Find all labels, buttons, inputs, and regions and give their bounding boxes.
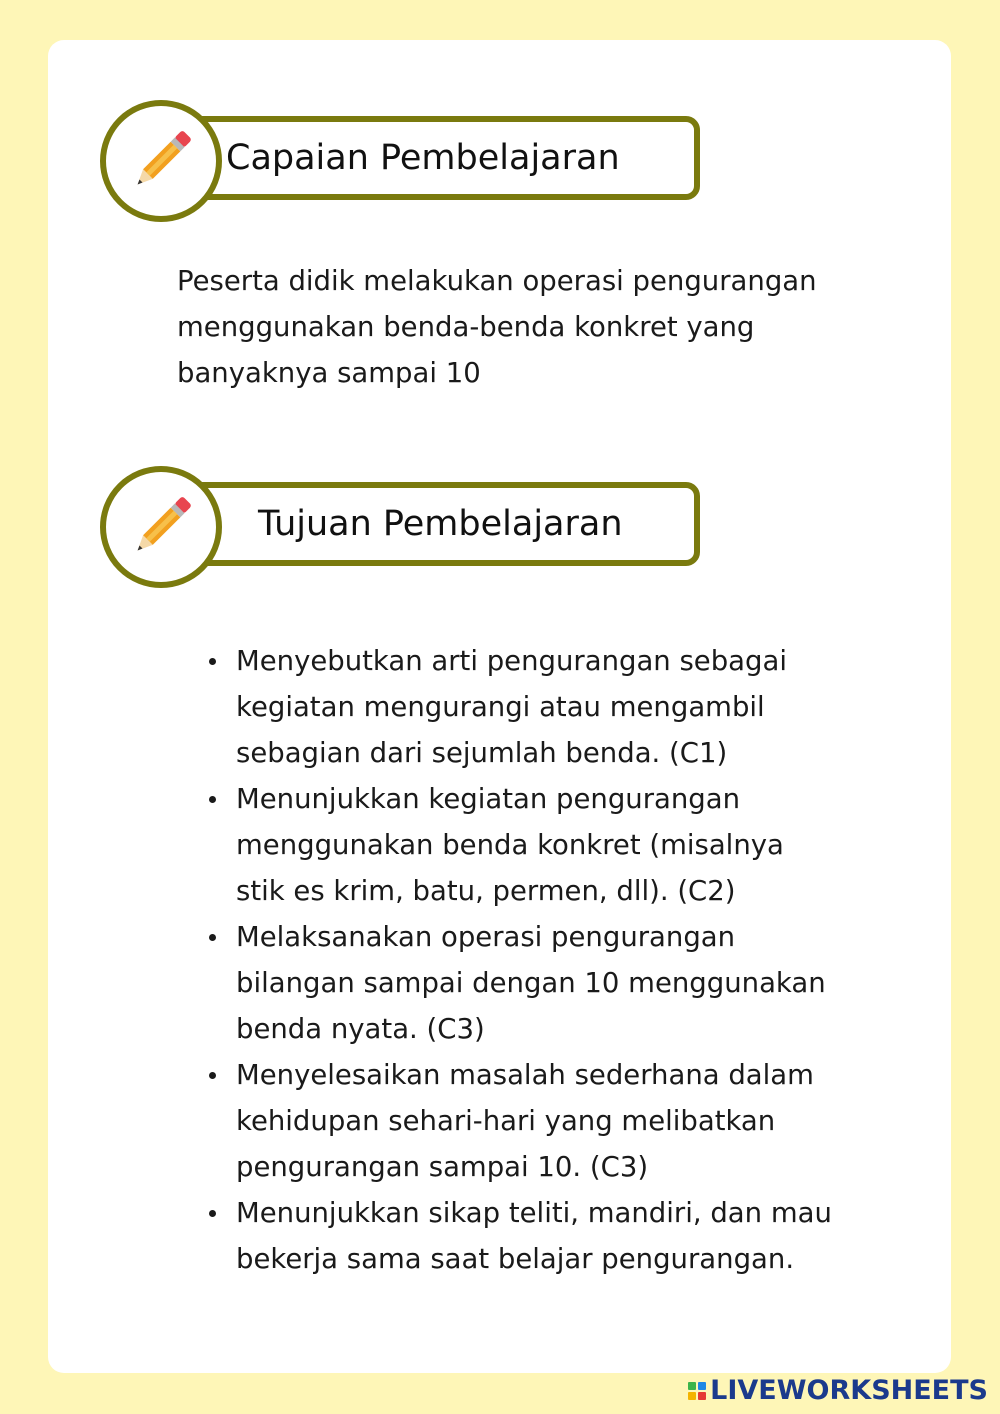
- liveworksheets-logo-icon: [688, 1382, 706, 1400]
- list-item: [196, 1052, 896, 1190]
- tujuan-list: [196, 638, 896, 1282]
- list-item-line: bilangan sampai dengan 10 menggunakan: [236, 967, 826, 999]
- list-item-line: sebagian dari sejumlah benda. (C1): [236, 737, 728, 769]
- pencil-icon: [100, 100, 222, 222]
- paragraph-line: Peserta didik melakukan operasi pengurangan: [177, 265, 817, 297]
- section-title-box: [160, 116, 700, 200]
- section-header-capaian: [100, 100, 706, 222]
- list-item: [196, 914, 896, 1052]
- list-item: [196, 776, 896, 914]
- list-item-line: bekerja sama saat belajar pengurangan.: [236, 1243, 795, 1275]
- paragraph-line: menggunakan benda-benda konkret yang: [177, 311, 755, 343]
- list-item-line: menggunakan benda konkret (misalnya: [236, 829, 784, 861]
- list-item-line: benda nyata. (C3): [236, 1013, 485, 1045]
- section-title: Tujuan Pembelajaran: [258, 504, 623, 544]
- list-item: [196, 1190, 896, 1282]
- paragraph-line: banyaknya sampai 10: [177, 357, 481, 389]
- list-item-line: Menyebutkan arti pengurangan sebagai: [236, 645, 787, 677]
- list-item-line: Menyelesaikan masalah sederhana dalam: [236, 1059, 814, 1091]
- section-title: Capaian Pembelajaran: [226, 138, 620, 178]
- liveworksheets-brand[interactable]: [688, 1375, 988, 1406]
- list-item-line: Menunjukkan sikap teliti, mandiri, dan mau: [236, 1197, 832, 1229]
- list-item: [196, 638, 896, 776]
- brand-text: LIVEWORKSHEETS: [710, 1375, 988, 1406]
- list-item-line: Melaksanakan operasi pengurangan: [236, 921, 736, 953]
- list-item-line: stik es krim, batu, permen, dll). (C2): [236, 875, 736, 907]
- list-item-line: pengurangan sampai 10. (C3): [236, 1151, 649, 1183]
- pencil-icon: [100, 466, 222, 588]
- capaian-paragraph: [177, 258, 897, 396]
- list-item-line: kegiatan mengurangi atau mengambil: [236, 691, 765, 723]
- section-title-box: [160, 482, 700, 566]
- list-item-line: kehidupan sehari-hari yang melibatkan: [236, 1105, 776, 1137]
- section-header-tujuan: [100, 466, 706, 588]
- list-item-line: Menunjukkan kegiatan pengurangan: [236, 783, 741, 815]
